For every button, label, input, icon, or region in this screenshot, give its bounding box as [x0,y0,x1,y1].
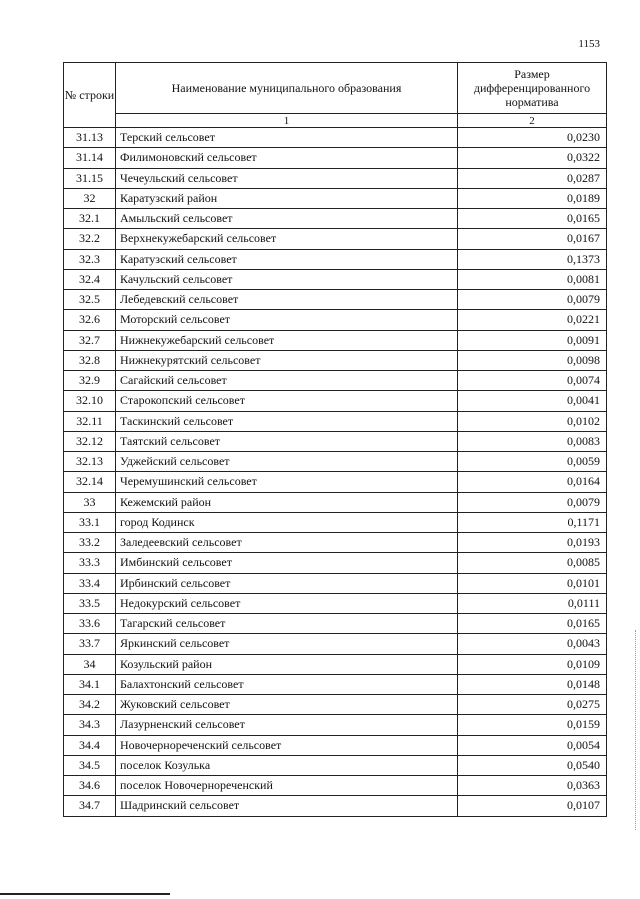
table-row [64,593,607,613]
norm-value-cell: 0,0107 [458,796,607,816]
row-number-cell: 34.5 [64,755,116,775]
table-row [64,168,607,188]
municipality-name-cell: Старокопский сельсовет [116,391,458,411]
norm-value-cell: 0,0189 [458,188,607,208]
municipality-name-cell: Новочернореченский сельсовет [116,735,458,755]
table-row [64,391,607,411]
row-number-cell: 32.3 [64,249,116,269]
norm-value-cell: 0,0148 [458,674,607,694]
row-number-cell: 32.14 [64,472,116,492]
table-row [64,674,607,694]
row-number-cell: 34.4 [64,735,116,755]
row-number-cell: 33.4 [64,573,116,593]
municipality-name-cell: Кежемский район [116,492,458,512]
municipality-name-cell: Черемушинский сельсовет [116,472,458,492]
municipality-name-cell: Ирбинский сельсовет [116,573,458,593]
table-row [64,735,607,755]
table-row [64,188,607,208]
municipality-name-cell: Уджейский сельсовет [116,452,458,472]
municipality-name-cell: поселок Новочернореченский [116,776,458,796]
norm-value-cell: 0,1171 [458,512,607,532]
norm-value-cell: 0,0111 [458,593,607,613]
table-row [64,350,607,370]
row-number-cell: 32.6 [64,310,116,330]
municipality-name-cell: Имбинский сельсовет [116,553,458,573]
table-row [64,755,607,775]
norm-value-cell: 0,0221 [458,310,607,330]
row-number-cell: 33.7 [64,634,116,654]
table-row [64,512,607,532]
norm-value-cell: 0,0059 [458,452,607,472]
norm-value-cell: 0,0322 [458,148,607,168]
municipality-name-cell: Жуковский сельсовет [116,695,458,715]
municipality-name-cell: Таятский сельсовет [116,431,458,451]
scan-edge-marks [635,630,637,830]
row-number-cell: 31.13 [64,128,116,148]
row-number-cell: 32.1 [64,209,116,229]
norm-value-cell: 0,0054 [458,735,607,755]
row-number-cell: 32.12 [64,431,116,451]
row-number-cell: 32.10 [64,391,116,411]
norm-value-cell: 0,0109 [458,654,607,674]
norm-value-cell: 0,0193 [458,533,607,553]
municipality-name-cell: Яркинский сельсовет [116,634,458,654]
norm-value-cell: 0,0074 [458,371,607,391]
table-row [64,796,607,816]
row-number-cell: 32.2 [64,229,116,249]
column-number-1: 1 [116,114,458,128]
table-row [64,452,607,472]
municipality-name-cell: Заледеевский сельсовет [116,533,458,553]
norm-value-cell: 0,0083 [458,431,607,451]
municipality-name-cell: поселок Козулька [116,755,458,775]
table-row [64,634,607,654]
table-row [64,148,607,168]
municipality-name-cell: Нижнекужебарский сельсовет [116,330,458,350]
header-row-number: № строки [64,63,116,128]
row-number-cell: 34.3 [64,715,116,735]
table-row [64,371,607,391]
norm-value-cell: 0,0085 [458,553,607,573]
municipality-name-cell: Сагайский сельсовет [116,371,458,391]
table-row [64,553,607,573]
norm-value-cell: 0,0165 [458,614,607,634]
row-number-cell: 32.4 [64,269,116,289]
municipality-name-cell: Балахтонский сельсовет [116,674,458,694]
footer-rule [0,893,170,895]
row-number-cell: 31.14 [64,148,116,168]
municipality-name-cell: Лазурненский сельсовет [116,715,458,735]
municipality-name-cell: Лебедевский сельсовет [116,290,458,310]
row-number-cell: 33.6 [64,614,116,634]
norm-value-cell: 0,0079 [458,492,607,512]
norm-value-cell: 0,0091 [458,330,607,350]
norm-value-cell: 0,0081 [458,269,607,289]
municipality-name-cell: Чечеульский сельсовет [116,168,458,188]
table-row [64,573,607,593]
norm-table [63,62,607,817]
table-row [64,776,607,796]
municipality-name-cell: Тагарский сельсовет [116,614,458,634]
row-number-cell: 33.3 [64,553,116,573]
norm-value-cell: 0,0230 [458,128,607,148]
row-number-cell: 33.1 [64,512,116,532]
table-row [64,310,607,330]
municipality-name-cell: Амыльский сельсовет [116,209,458,229]
table-row [64,695,607,715]
municipality-name-cell: Филимоновский сельсовет [116,148,458,168]
column-number-2: 2 [458,114,607,128]
table-row [64,431,607,451]
table-row [64,411,607,431]
row-number-cell: 34.7 [64,796,116,816]
row-number-cell: 32.9 [64,371,116,391]
table-header-row [64,63,607,114]
row-number-cell: 34.6 [64,776,116,796]
norm-value-cell: 0,0101 [458,573,607,593]
table-row [64,249,607,269]
municipality-name-cell: Верхнекужебарский сельсовет [116,229,458,249]
column-number-row [64,114,607,128]
norm-value-cell: 0,0540 [458,755,607,775]
norm-value-cell: 0,0275 [458,695,607,715]
row-number-cell: 32 [64,188,116,208]
norm-value-cell: 0,0098 [458,350,607,370]
table-row [64,654,607,674]
table-row [64,229,607,249]
norm-value-cell: 0,0164 [458,472,607,492]
row-number-cell: 31.15 [64,168,116,188]
row-number-cell: 33 [64,492,116,512]
table-row [64,715,607,735]
table-row [64,492,607,512]
municipality-name-cell: город Кодинск [116,512,458,532]
table-row [64,614,607,634]
norm-value-cell: 0,1373 [458,249,607,269]
table-row [64,472,607,492]
row-number-cell: 32.11 [64,411,116,431]
table-body [64,128,607,817]
municipality-name-cell: Недокурский сельсовет [116,593,458,613]
table-row [64,269,607,289]
norm-value-cell: 0,0079 [458,290,607,310]
municipality-name-cell: Таскинский сельсовет [116,411,458,431]
municipality-name-cell: Козульский район [116,654,458,674]
norm-value-cell: 0,0159 [458,715,607,735]
norm-value-cell: 0,0043 [458,634,607,654]
table-row [64,128,607,148]
municipality-name-cell: Нижнекурятский сельсовет [116,350,458,370]
norm-value-cell: 0,0165 [458,209,607,229]
table-row [64,330,607,350]
row-number-cell: 32.8 [64,350,116,370]
norm-value-cell: 0,0363 [458,776,607,796]
row-number-cell: 34.2 [64,695,116,715]
municipality-name-cell: Шадринский сельсовет [116,796,458,816]
table-row [64,533,607,553]
norm-value-cell: 0,0287 [458,168,607,188]
norm-value-cell: 0,0041 [458,391,607,411]
header-norm-size: Размер дифференцированного норматива [458,63,607,114]
row-number-cell: 34.1 [64,674,116,694]
municipality-name-cell: Терский сельсовет [116,128,458,148]
norm-value-cell: 0,0167 [458,229,607,249]
row-number-cell: 33.2 [64,533,116,553]
header-municipality-name: Наименование муниципального образования [116,63,458,114]
municipality-name-cell: Каратузский сельсовет [116,249,458,269]
row-number-cell: 32.13 [64,452,116,472]
table-row [64,209,607,229]
page-number: 1153 [578,38,600,50]
table-row [64,290,607,310]
row-number-cell: 34 [64,654,116,674]
row-number-cell: 32.7 [64,330,116,350]
municipality-name-cell: Качульский сельсовет [116,269,458,289]
row-number-cell: 33.5 [64,593,116,613]
row-number-cell: 32.5 [64,290,116,310]
municipality-name-cell: Каратузский район [116,188,458,208]
municipality-name-cell: Моторский сельсовет [116,310,458,330]
norm-value-cell: 0,0102 [458,411,607,431]
